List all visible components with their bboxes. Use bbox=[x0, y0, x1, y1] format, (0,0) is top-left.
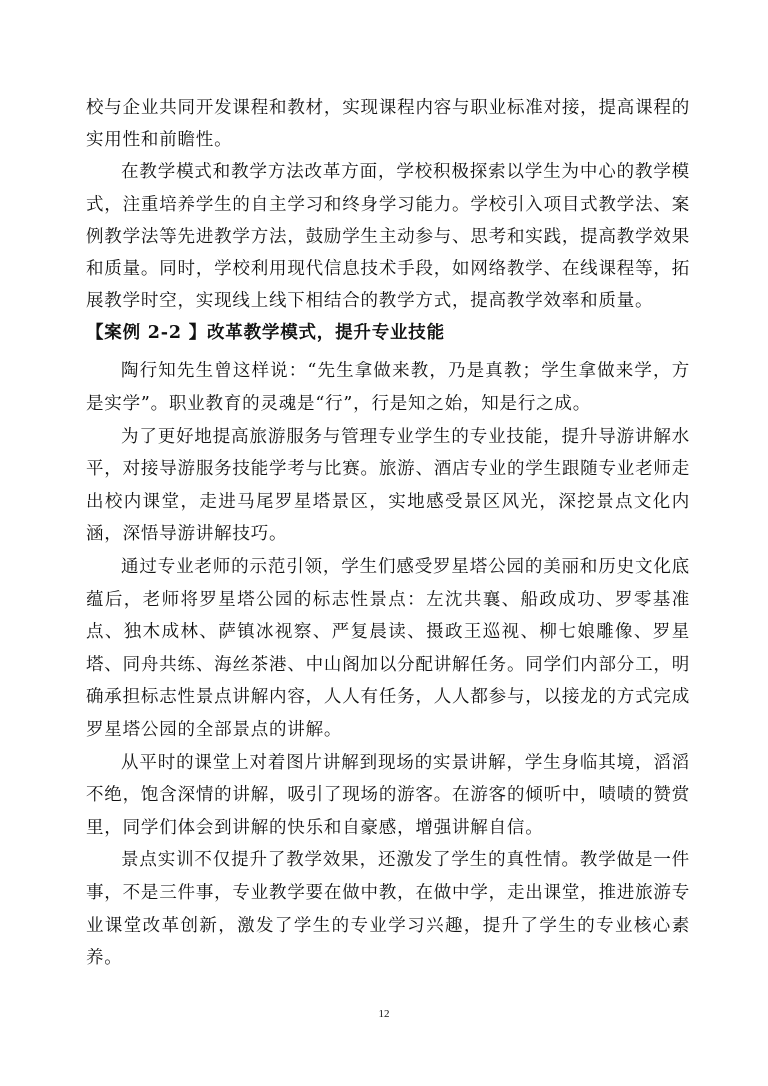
case-paragraph-4: 从平时的课堂上对着图片讲解到现场的实景讲解，学生身临其境，滔滔不绝，饱含深情的讲解，吸引了现场的游客。在游客的倾听中，啧啧的赞赏里，同学们体会到讲解的快乐和自豪感，增强讲解自信。 bbox=[86, 752, 690, 838]
case-paragraph-1: 陶行知先生曾这样说：“先生拿做来教，乃是真教；学生拿做来学，方是实学”。职业教育的灵魂是“行”，行是知之始，知是行之成。 bbox=[86, 361, 690, 415]
page-content bbox=[86, 92, 690, 975]
intro-paragraph-2: 在教学模式和教学方法改革方面，学校积极探索以学生为中心的教学模式，注重培养学生的自主学习和终身学习能力。学校引入项目式教学法、案例教学法等先进教学方法，鼓励学生主动参与、思考和实践，提高教学效果和质量。同时，学校利用现代信息技术手段，如网络教学、在线课程等，拓展教学时空，实现线上线下相结合的教学方式，提高教学效率和质量。 bbox=[86, 162, 690, 312]
case-paragraph-3: 通过专业老师的示范引领，学生们感受罗星塔公园的美丽和历史文化底蕴后，老师将罗星塔公园的标志性景点：左沈共襄、船政成功、罗零基准点、独木成林、萨镇冰视察、严复晨读、摄政王巡视、柳七娘雕像、罗星塔、同舟共练、海丝茶港、中山阁加以分配讲解任务。同学们内部分工，明确承担标志性景点讲解内容，人人有任务，人人都参与，以接龙的方式完成罗星塔公园的全部景点的讲解。 bbox=[86, 556, 690, 740]
case-paragraph-5: 景点实训不仅提升了教学效果，还激发了学生的真性情。教学做是一件事，不是三件事，专业教学要在做中教，在做中学，走出课堂，推进旅游专业课堂改革创新，激发了学生的专业学习兴趣，提升了学生的专业核心素养。 bbox=[86, 850, 690, 969]
page-number: 12 bbox=[378, 1008, 390, 1020]
intro-paragraph-1: 校与企业共同开发课程和教材，实现课程内容与职业标准对接，提高课程的实用性和前瞻性。 bbox=[86, 98, 690, 151]
case-paragraph-2: 为了更好地提高旅游服务与管理专业学生的专业技能，提升导游讲解水平，对接导游服务技能学考与比赛。旅游、酒店专业的学生跟随专业老师走出校内课堂，走进马尾罗星塔景区，实地感受景区风光，深挖景点文化内涵，深悟导游讲解技巧。 bbox=[86, 426, 690, 545]
case-body bbox=[86, 355, 690, 974]
case-heading: 【案例 2-2 】改革教学模式，提升专业技能 bbox=[86, 323, 445, 344]
